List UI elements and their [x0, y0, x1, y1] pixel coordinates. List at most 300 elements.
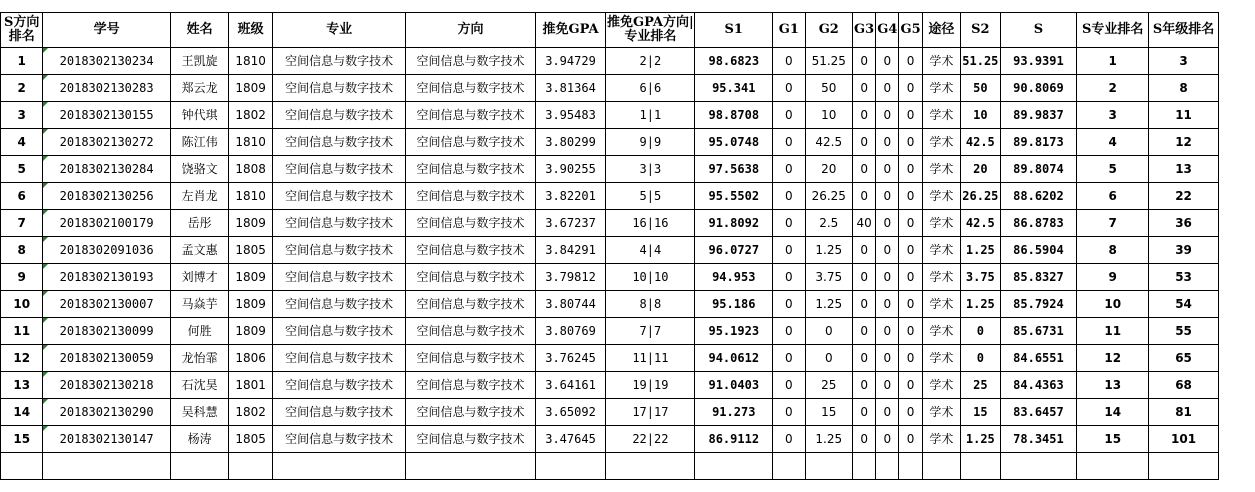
header-s1[interactable]: S1 — [695, 13, 773, 48]
cell-name[interactable]: 陈江伟 — [170, 129, 229, 156]
cell-g3[interactable]: 0 — [853, 48, 876, 75]
cell-gpa-rank[interactable]: 2|2 — [606, 48, 695, 75]
cell-route[interactable]: 学术 — [922, 48, 960, 75]
cell-s1[interactable]: 91.273 — [695, 399, 773, 426]
cell-g3[interactable]: 0 — [853, 426, 876, 453]
cell-s[interactable]: 84.6551 — [1000, 345, 1077, 372]
cell-g1[interactable]: 0 — [773, 291, 805, 318]
cell-direction[interactable]: 空间信息与数字技术 — [406, 183, 535, 210]
cell-g4[interactable]: 0 — [876, 264, 899, 291]
header-s-major-rank[interactable]: S专业排名 — [1077, 13, 1149, 48]
empty-cell[interactable] — [1000, 453, 1077, 480]
cell-class[interactable]: 1806 — [229, 345, 272, 372]
cell-g5[interactable]: 0 — [899, 129, 922, 156]
cell-s-grade-rank[interactable]: 8 — [1149, 75, 1219, 102]
cell-gpa[interactable]: 3.82201 — [535, 183, 606, 210]
cell-s[interactable]: 85.7924 — [1000, 291, 1077, 318]
cell-rank[interactable]: 12 — [1, 345, 43, 372]
cell-g5[interactable]: 0 — [899, 210, 922, 237]
cell-direction[interactable]: 空间信息与数字技术 — [406, 318, 535, 345]
empty-cell[interactable] — [773, 453, 805, 480]
cell-gpa[interactable]: 3.80299 — [535, 129, 606, 156]
cell-s[interactable]: 86.8783 — [1000, 210, 1077, 237]
cell-route[interactable]: 学术 — [922, 291, 960, 318]
cell-g1[interactable]: 0 — [773, 48, 805, 75]
cell-major[interactable]: 空间信息与数字技术 — [272, 264, 405, 291]
empty-cell[interactable] — [535, 453, 606, 480]
empty-cell[interactable] — [805, 453, 853, 480]
cell-s[interactable]: 83.6457 — [1000, 399, 1077, 426]
cell-gpa-rank[interactable]: 9|9 — [606, 129, 695, 156]
cell-g2[interactable]: 1.25 — [805, 426, 853, 453]
cell-g5[interactable]: 0 — [899, 237, 922, 264]
cell-g2[interactable]: 3.75 — [805, 264, 853, 291]
header-s-grade-rank[interactable]: S年级排名 — [1149, 13, 1219, 48]
cell-s-grade-rank[interactable]: 22 — [1149, 183, 1219, 210]
cell-gpa[interactable]: 3.65092 — [535, 399, 606, 426]
cell-s2[interactable]: 1.25 — [961, 237, 1000, 264]
cell-g5[interactable]: 0 — [899, 183, 922, 210]
cell-route[interactable]: 学术 — [922, 372, 960, 399]
cell-g3[interactable]: 0 — [853, 183, 876, 210]
cell-s2[interactable]: 3.75 — [961, 264, 1000, 291]
cell-s[interactable]: 85.6731 — [1000, 318, 1077, 345]
cell-major[interactable]: 空间信息与数字技术 — [272, 291, 405, 318]
cell-g2[interactable]: 15 — [805, 399, 853, 426]
cell-g3[interactable]: 0 — [853, 129, 876, 156]
empty-cell[interactable] — [1, 453, 43, 480]
cell-gpa[interactable]: 3.80769 — [535, 318, 606, 345]
cell-id[interactable]: 2018302130256 — [43, 183, 170, 210]
cell-s-major-rank[interactable]: 9 — [1077, 264, 1149, 291]
cell-s-major-rank[interactable]: 14 — [1077, 399, 1149, 426]
cell-g1[interactable]: 0 — [773, 345, 805, 372]
cell-direction[interactable]: 空间信息与数字技术 — [406, 399, 535, 426]
cell-name[interactable]: 孟文惠 — [170, 237, 229, 264]
cell-s[interactable]: 78.3451 — [1000, 426, 1077, 453]
cell-s-grade-rank[interactable]: 11 — [1149, 102, 1219, 129]
cell-major[interactable]: 空间信息与数字技术 — [272, 237, 405, 264]
cell-gpa[interactable]: 3.47645 — [535, 426, 606, 453]
cell-id[interactable]: 2018302100179 — [43, 210, 170, 237]
cell-route[interactable]: 学术 — [922, 345, 960, 372]
cell-s[interactable]: 88.6202 — [1000, 183, 1077, 210]
header-rank[interactable]: S方向排名 — [1, 13, 43, 48]
cell-s-grade-rank[interactable]: 13 — [1149, 156, 1219, 183]
cell-s-major-rank[interactable]: 4 — [1077, 129, 1149, 156]
cell-g1[interactable]: 0 — [773, 372, 805, 399]
cell-g4[interactable]: 0 — [876, 75, 899, 102]
cell-g2[interactable]: 10 — [805, 102, 853, 129]
empty-cell[interactable] — [606, 453, 695, 480]
cell-gpa[interactable]: 3.76245 — [535, 345, 606, 372]
cell-id[interactable]: 2018302130099 — [43, 318, 170, 345]
header-id[interactable]: 学号 — [43, 13, 170, 48]
cell-s[interactable]: 93.9391 — [1000, 48, 1077, 75]
empty-cell[interactable] — [1077, 453, 1149, 480]
header-g5[interactable]: G5 — [899, 13, 922, 48]
cell-major[interactable]: 空间信息与数字技术 — [272, 426, 405, 453]
cell-s-major-rank[interactable]: 11 — [1077, 318, 1149, 345]
cell-name[interactable]: 石沈昊 — [170, 372, 229, 399]
cell-class[interactable]: 1809 — [229, 318, 272, 345]
header-g2[interactable]: G2 — [805, 13, 853, 48]
header-g4[interactable]: G4 — [876, 13, 899, 48]
cell-id[interactable]: 2018302130155 — [43, 102, 170, 129]
cell-s1[interactable]: 95.5502 — [695, 183, 773, 210]
cell-rank[interactable]: 1 — [1, 48, 43, 75]
cell-s2[interactable]: 51.25 — [961, 48, 1000, 75]
cell-gpa-rank[interactable]: 6|6 — [606, 75, 695, 102]
empty-cell[interactable] — [229, 453, 272, 480]
cell-s2[interactable]: 1.25 — [961, 291, 1000, 318]
cell-s-major-rank[interactable]: 15 — [1077, 426, 1149, 453]
cell-gpa-rank[interactable]: 5|5 — [606, 183, 695, 210]
cell-g4[interactable]: 0 — [876, 102, 899, 129]
cell-name[interactable]: 岳彤 — [170, 210, 229, 237]
cell-route[interactable]: 学术 — [922, 399, 960, 426]
cell-g2[interactable]: 50 — [805, 75, 853, 102]
cell-name[interactable]: 龙怡霏 — [170, 345, 229, 372]
cell-gpa[interactable]: 3.64161 — [535, 372, 606, 399]
cell-g4[interactable]: 0 — [876, 156, 899, 183]
cell-rank[interactable]: 10 — [1, 291, 43, 318]
cell-gpa[interactable]: 3.95483 — [535, 102, 606, 129]
cell-s[interactable]: 90.8069 — [1000, 75, 1077, 102]
cell-s-major-rank[interactable]: 3 — [1077, 102, 1149, 129]
cell-rank[interactable]: 5 — [1, 156, 43, 183]
cell-g2[interactable]: 26.25 — [805, 183, 853, 210]
cell-g3[interactable]: 0 — [853, 156, 876, 183]
cell-rank[interactable]: 15 — [1, 426, 43, 453]
cell-g4[interactable]: 0 — [876, 48, 899, 75]
cell-g1[interactable]: 0 — [773, 426, 805, 453]
cell-s[interactable]: 89.8074 — [1000, 156, 1077, 183]
cell-s2[interactable]: 42.5 — [961, 129, 1000, 156]
cell-g1[interactable]: 0 — [773, 156, 805, 183]
cell-class[interactable]: 1809 — [229, 264, 272, 291]
cell-g4[interactable]: 0 — [876, 210, 899, 237]
cell-major[interactable]: 空间信息与数字技术 — [272, 75, 405, 102]
cell-class[interactable]: 1802 — [229, 102, 272, 129]
cell-g4[interactable]: 0 — [876, 129, 899, 156]
cell-major[interactable]: 空间信息与数字技术 — [272, 156, 405, 183]
cell-g5[interactable]: 0 — [899, 291, 922, 318]
cell-rank[interactable]: 6 — [1, 183, 43, 210]
header-direction[interactable]: 方向 — [406, 13, 535, 48]
cell-g3[interactable]: 0 — [853, 345, 876, 372]
cell-s-grade-rank[interactable]: 65 — [1149, 345, 1219, 372]
cell-direction[interactable]: 空间信息与数字技术 — [406, 210, 535, 237]
cell-s-grade-rank[interactable]: 54 — [1149, 291, 1219, 318]
cell-s-major-rank[interactable]: 1 — [1077, 48, 1149, 75]
cell-s2[interactable]: 20 — [961, 156, 1000, 183]
cell-g1[interactable]: 0 — [773, 399, 805, 426]
cell-g4[interactable]: 0 — [876, 426, 899, 453]
empty-cell[interactable] — [922, 453, 960, 480]
cell-gpa-rank[interactable]: 11|11 — [606, 345, 695, 372]
header-gpa-rank[interactable]: 推免GPA方向|专业排名 — [606, 13, 695, 48]
cell-rank[interactable]: 4 — [1, 129, 43, 156]
cell-class[interactable]: 1809 — [229, 210, 272, 237]
cell-direction[interactable]: 空间信息与数字技术 — [406, 291, 535, 318]
cell-s2[interactable]: 0 — [961, 318, 1000, 345]
header-major[interactable]: 专业 — [272, 13, 405, 48]
cell-major[interactable]: 空间信息与数字技术 — [272, 318, 405, 345]
cell-g2[interactable]: 25 — [805, 372, 853, 399]
cell-gpa[interactable]: 3.67237 — [535, 210, 606, 237]
header-s[interactable]: S — [1000, 13, 1077, 48]
cell-gpa-rank[interactable]: 4|4 — [606, 237, 695, 264]
cell-s2[interactable]: 50 — [961, 75, 1000, 102]
cell-g5[interactable]: 0 — [899, 264, 922, 291]
cell-g5[interactable]: 0 — [899, 426, 922, 453]
cell-gpa-rank[interactable]: 7|7 — [606, 318, 695, 345]
cell-major[interactable]: 空间信息与数字技术 — [272, 399, 405, 426]
cell-id[interactable]: 2018302130147 — [43, 426, 170, 453]
cell-s1[interactable]: 95.0748 — [695, 129, 773, 156]
cell-g2[interactable]: 1.25 — [805, 237, 853, 264]
cell-route[interactable]: 学术 — [922, 183, 960, 210]
cell-name[interactable]: 左肖龙 — [170, 183, 229, 210]
header-route[interactable]: 途径 — [922, 13, 960, 48]
cell-gpa-rank[interactable]: 16|16 — [606, 210, 695, 237]
cell-g5[interactable]: 0 — [899, 372, 922, 399]
cell-direction[interactable]: 空间信息与数字技术 — [406, 129, 535, 156]
cell-rank[interactable]: 8 — [1, 237, 43, 264]
cell-s-grade-rank[interactable]: 55 — [1149, 318, 1219, 345]
cell-g5[interactable]: 0 — [899, 102, 922, 129]
cell-gpa[interactable]: 3.80744 — [535, 291, 606, 318]
cell-major[interactable]: 空间信息与数字技术 — [272, 183, 405, 210]
cell-name[interactable]: 王凯旋 — [170, 48, 229, 75]
cell-direction[interactable]: 空间信息与数字技术 — [406, 372, 535, 399]
cell-id[interactable]: 2018302130284 — [43, 156, 170, 183]
cell-s2[interactable]: 25 — [961, 372, 1000, 399]
cell-s-major-rank[interactable]: 5 — [1077, 156, 1149, 183]
empty-cell[interactable] — [406, 453, 535, 480]
cell-g4[interactable]: 0 — [876, 183, 899, 210]
cell-name[interactable]: 马焱芋 — [170, 291, 229, 318]
cell-g3[interactable]: 0 — [853, 75, 876, 102]
cell-s[interactable]: 86.5904 — [1000, 237, 1077, 264]
empty-cell[interactable] — [695, 453, 773, 480]
cell-s2[interactable]: 26.25 — [961, 183, 1000, 210]
cell-route[interactable]: 学术 — [922, 75, 960, 102]
cell-s-grade-rank[interactable]: 36 — [1149, 210, 1219, 237]
cell-g2[interactable]: 0 — [805, 318, 853, 345]
cell-class[interactable]: 1810 — [229, 48, 272, 75]
cell-g3[interactable]: 0 — [853, 318, 876, 345]
cell-direction[interactable]: 空间信息与数字技术 — [406, 48, 535, 75]
cell-g2[interactable]: 51.25 — [805, 48, 853, 75]
cell-id[interactable]: 2018302130059 — [43, 345, 170, 372]
cell-id[interactable]: 2018302130290 — [43, 399, 170, 426]
cell-class[interactable]: 1809 — [229, 291, 272, 318]
cell-s-major-rank[interactable]: 7 — [1077, 210, 1149, 237]
cell-id[interactable]: 2018302130234 — [43, 48, 170, 75]
header-name[interactable]: 姓名 — [170, 13, 229, 48]
cell-g3[interactable]: 0 — [853, 399, 876, 426]
cell-s1[interactable]: 96.0727 — [695, 237, 773, 264]
cell-s-grade-rank[interactable]: 53 — [1149, 264, 1219, 291]
cell-direction[interactable]: 空间信息与数字技术 — [406, 102, 535, 129]
cell-s-grade-rank[interactable]: 68 — [1149, 372, 1219, 399]
cell-route[interactable]: 学术 — [922, 426, 960, 453]
cell-s2[interactable]: 10 — [961, 102, 1000, 129]
cell-class[interactable]: 1809 — [229, 75, 272, 102]
cell-g4[interactable]: 0 — [876, 318, 899, 345]
cell-s1[interactable]: 91.8092 — [695, 210, 773, 237]
cell-gpa-rank[interactable]: 3|3 — [606, 156, 695, 183]
cell-route[interactable]: 学术 — [922, 102, 960, 129]
cell-g3[interactable]: 40 — [853, 210, 876, 237]
cell-g5[interactable]: 0 — [899, 345, 922, 372]
cell-class[interactable]: 1810 — [229, 129, 272, 156]
cell-major[interactable]: 空间信息与数字技术 — [272, 345, 405, 372]
cell-g4[interactable]: 0 — [876, 237, 899, 264]
cell-s-major-rank[interactable]: 6 — [1077, 183, 1149, 210]
empty-cell[interactable] — [170, 453, 229, 480]
cell-gpa[interactable]: 3.84291 — [535, 237, 606, 264]
cell-rank[interactable]: 2 — [1, 75, 43, 102]
cell-g3[interactable]: 0 — [853, 264, 876, 291]
cell-major[interactable]: 空间信息与数字技术 — [272, 129, 405, 156]
cell-id[interactable]: 2018302130283 — [43, 75, 170, 102]
cell-class[interactable]: 1802 — [229, 399, 272, 426]
cell-s-major-rank[interactable]: 12 — [1077, 345, 1149, 372]
cell-direction[interactable]: 空间信息与数字技术 — [406, 426, 535, 453]
empty-cell[interactable] — [1149, 453, 1219, 480]
cell-s-major-rank[interactable]: 8 — [1077, 237, 1149, 264]
cell-s-grade-rank[interactable]: 39 — [1149, 237, 1219, 264]
cell-class[interactable]: 1805 — [229, 237, 272, 264]
cell-gpa-rank[interactable]: 10|10 — [606, 264, 695, 291]
cell-g1[interactable]: 0 — [773, 318, 805, 345]
cell-major[interactable]: 空间信息与数字技术 — [272, 210, 405, 237]
header-gpa[interactable]: 推免GPA — [535, 13, 606, 48]
cell-gpa-rank[interactable]: 1|1 — [606, 102, 695, 129]
cell-name[interactable]: 何胜 — [170, 318, 229, 345]
cell-s-grade-rank[interactable]: 12 — [1149, 129, 1219, 156]
cell-s-grade-rank[interactable]: 3 — [1149, 48, 1219, 75]
cell-g1[interactable]: 0 — [773, 210, 805, 237]
cell-s1[interactable]: 94.0612 — [695, 345, 773, 372]
cell-s1[interactable]: 86.9112 — [695, 426, 773, 453]
cell-g1[interactable]: 0 — [773, 183, 805, 210]
cell-class[interactable]: 1801 — [229, 372, 272, 399]
empty-cell[interactable] — [272, 453, 405, 480]
header-class[interactable]: 班级 — [229, 13, 272, 48]
cell-s1[interactable]: 94.953 — [695, 264, 773, 291]
cell-g1[interactable]: 0 — [773, 237, 805, 264]
cell-s2[interactable]: 1.25 — [961, 426, 1000, 453]
header-g1[interactable]: G1 — [773, 13, 805, 48]
cell-rank[interactable]: 9 — [1, 264, 43, 291]
cell-route[interactable]: 学术 — [922, 264, 960, 291]
cell-s-major-rank[interactable]: 13 — [1077, 372, 1149, 399]
cell-rank[interactable]: 13 — [1, 372, 43, 399]
cell-g1[interactable]: 0 — [773, 75, 805, 102]
cell-s-major-rank[interactable]: 2 — [1077, 75, 1149, 102]
header-g3[interactable]: G3 — [853, 13, 876, 48]
cell-direction[interactable]: 空间信息与数字技术 — [406, 75, 535, 102]
cell-name[interactable]: 吴科慧 — [170, 399, 229, 426]
cell-name[interactable]: 杨涛 — [170, 426, 229, 453]
cell-direction[interactable]: 空间信息与数字技术 — [406, 156, 535, 183]
cell-class[interactable]: 1810 — [229, 183, 272, 210]
cell-g2[interactable]: 20 — [805, 156, 853, 183]
cell-s2[interactable]: 42.5 — [961, 210, 1000, 237]
cell-route[interactable]: 学术 — [922, 237, 960, 264]
cell-major[interactable]: 空间信息与数字技术 — [272, 372, 405, 399]
cell-gpa[interactable]: 3.90255 — [535, 156, 606, 183]
cell-g4[interactable]: 0 — [876, 345, 899, 372]
cell-g4[interactable]: 0 — [876, 372, 899, 399]
cell-s1[interactable]: 95.186 — [695, 291, 773, 318]
cell-direction[interactable]: 空间信息与数字技术 — [406, 264, 535, 291]
cell-s[interactable]: 89.8173 — [1000, 129, 1077, 156]
cell-rank[interactable]: 14 — [1, 399, 43, 426]
cell-g5[interactable]: 0 — [899, 48, 922, 75]
cell-s1[interactable]: 97.5638 — [695, 156, 773, 183]
cell-g2[interactable]: 1.25 — [805, 291, 853, 318]
cell-major[interactable]: 空间信息与数字技术 — [272, 48, 405, 75]
cell-id[interactable]: 2018302130218 — [43, 372, 170, 399]
cell-id[interactable]: 2018302130272 — [43, 129, 170, 156]
cell-s1[interactable]: 98.8708 — [695, 102, 773, 129]
cell-gpa[interactable]: 3.94729 — [535, 48, 606, 75]
cell-route[interactable]: 学术 — [922, 210, 960, 237]
cell-s1[interactable]: 95.341 — [695, 75, 773, 102]
cell-gpa-rank[interactable]: 8|8 — [606, 291, 695, 318]
cell-g5[interactable]: 0 — [899, 156, 922, 183]
cell-gpa-rank[interactable]: 17|17 — [606, 399, 695, 426]
cell-route[interactable]: 学术 — [922, 129, 960, 156]
cell-route[interactable]: 学术 — [922, 318, 960, 345]
empty-cell[interactable] — [961, 453, 1000, 480]
cell-direction[interactable]: 空间信息与数字技术 — [406, 345, 535, 372]
cell-name[interactable]: 刘博才 — [170, 264, 229, 291]
cell-s1[interactable]: 98.6823 — [695, 48, 773, 75]
cell-g4[interactable]: 0 — [876, 399, 899, 426]
cell-class[interactable]: 1808 — [229, 156, 272, 183]
cell-id[interactable]: 2018302130007 — [43, 291, 170, 318]
cell-direction[interactable]: 空间信息与数字技术 — [406, 237, 535, 264]
cell-id[interactable]: 2018302091036 — [43, 237, 170, 264]
cell-id[interactable]: 2018302130193 — [43, 264, 170, 291]
empty-cell[interactable] — [43, 453, 170, 480]
cell-g1[interactable]: 0 — [773, 264, 805, 291]
cell-major[interactable]: 空间信息与数字技术 — [272, 102, 405, 129]
cell-s[interactable]: 89.9837 — [1000, 102, 1077, 129]
cell-rank[interactable]: 3 — [1, 102, 43, 129]
cell-g2[interactable]: 42.5 — [805, 129, 853, 156]
cell-gpa-rank[interactable]: 19|19 — [606, 372, 695, 399]
cell-g3[interactable]: 0 — [853, 102, 876, 129]
cell-gpa[interactable]: 3.79812 — [535, 264, 606, 291]
cell-s[interactable]: 84.4363 — [1000, 372, 1077, 399]
empty-cell[interactable] — [876, 453, 899, 480]
cell-g1[interactable]: 0 — [773, 129, 805, 156]
cell-g5[interactable]: 0 — [899, 318, 922, 345]
empty-cell[interactable] — [899, 453, 922, 480]
cell-g1[interactable]: 0 — [773, 102, 805, 129]
cell-g2[interactable]: 2.5 — [805, 210, 853, 237]
cell-g4[interactable]: 0 — [876, 291, 899, 318]
cell-route[interactable]: 学术 — [922, 156, 960, 183]
cell-s-major-rank[interactable]: 10 — [1077, 291, 1149, 318]
